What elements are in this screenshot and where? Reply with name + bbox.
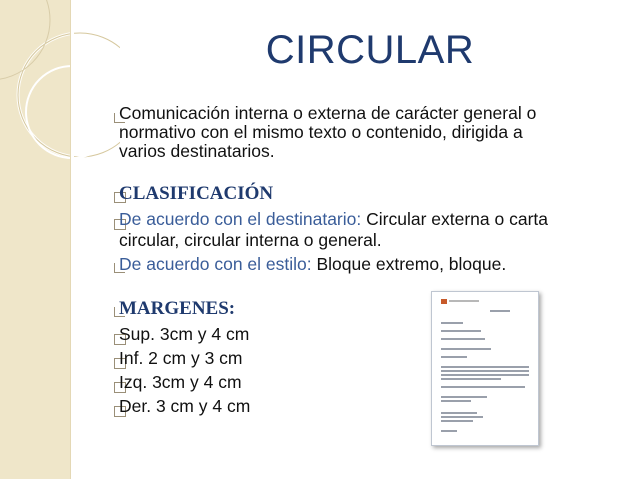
classification-item-1-line-2: circular, circular interna o general. — [119, 230, 382, 250]
margin-item-inf: Inf. 2 cm y 3 cm — [119, 348, 243, 368]
intro-line-2: normativo con el mismo texto o contenido, dirigida a — [119, 122, 523, 142]
decorative-circles — [0, 0, 120, 479]
slide-title: CIRCULAR — [265, 28, 475, 72]
margin-item-sup: Sup. 3cm y 4 cm — [119, 324, 250, 344]
margin-item-izq: Izq. 3cm y 4 cm — [119, 372, 242, 392]
intro-line-3: varios destinatarios. — [119, 141, 275, 161]
letterhead-logo-icon — [441, 299, 447, 304]
classification-heading: CLASIFICACIÓN — [119, 183, 274, 204]
margin-item-der: Der. 3 cm y 4 cm — [119, 396, 251, 416]
intro-line-1: Comunicación interna o externa de carácter general o — [119, 103, 537, 123]
margins-heading: MARGENES: — [119, 298, 236, 319]
destinatario-label: De acuerdo con el destinatario: — [119, 209, 362, 229]
destinatario-value: Circular externa o carta — [366, 209, 548, 229]
estilo-label: De acuerdo con el estilo: — [119, 254, 312, 274]
estilo-value: Bloque extremo, bloque. — [316, 254, 507, 274]
sample-letter-thumbnail — [431, 291, 539, 446]
classification-item-1 — [119, 210, 548, 229]
classification-item-2 — [119, 255, 506, 274]
band-divider — [70, 0, 74, 479]
